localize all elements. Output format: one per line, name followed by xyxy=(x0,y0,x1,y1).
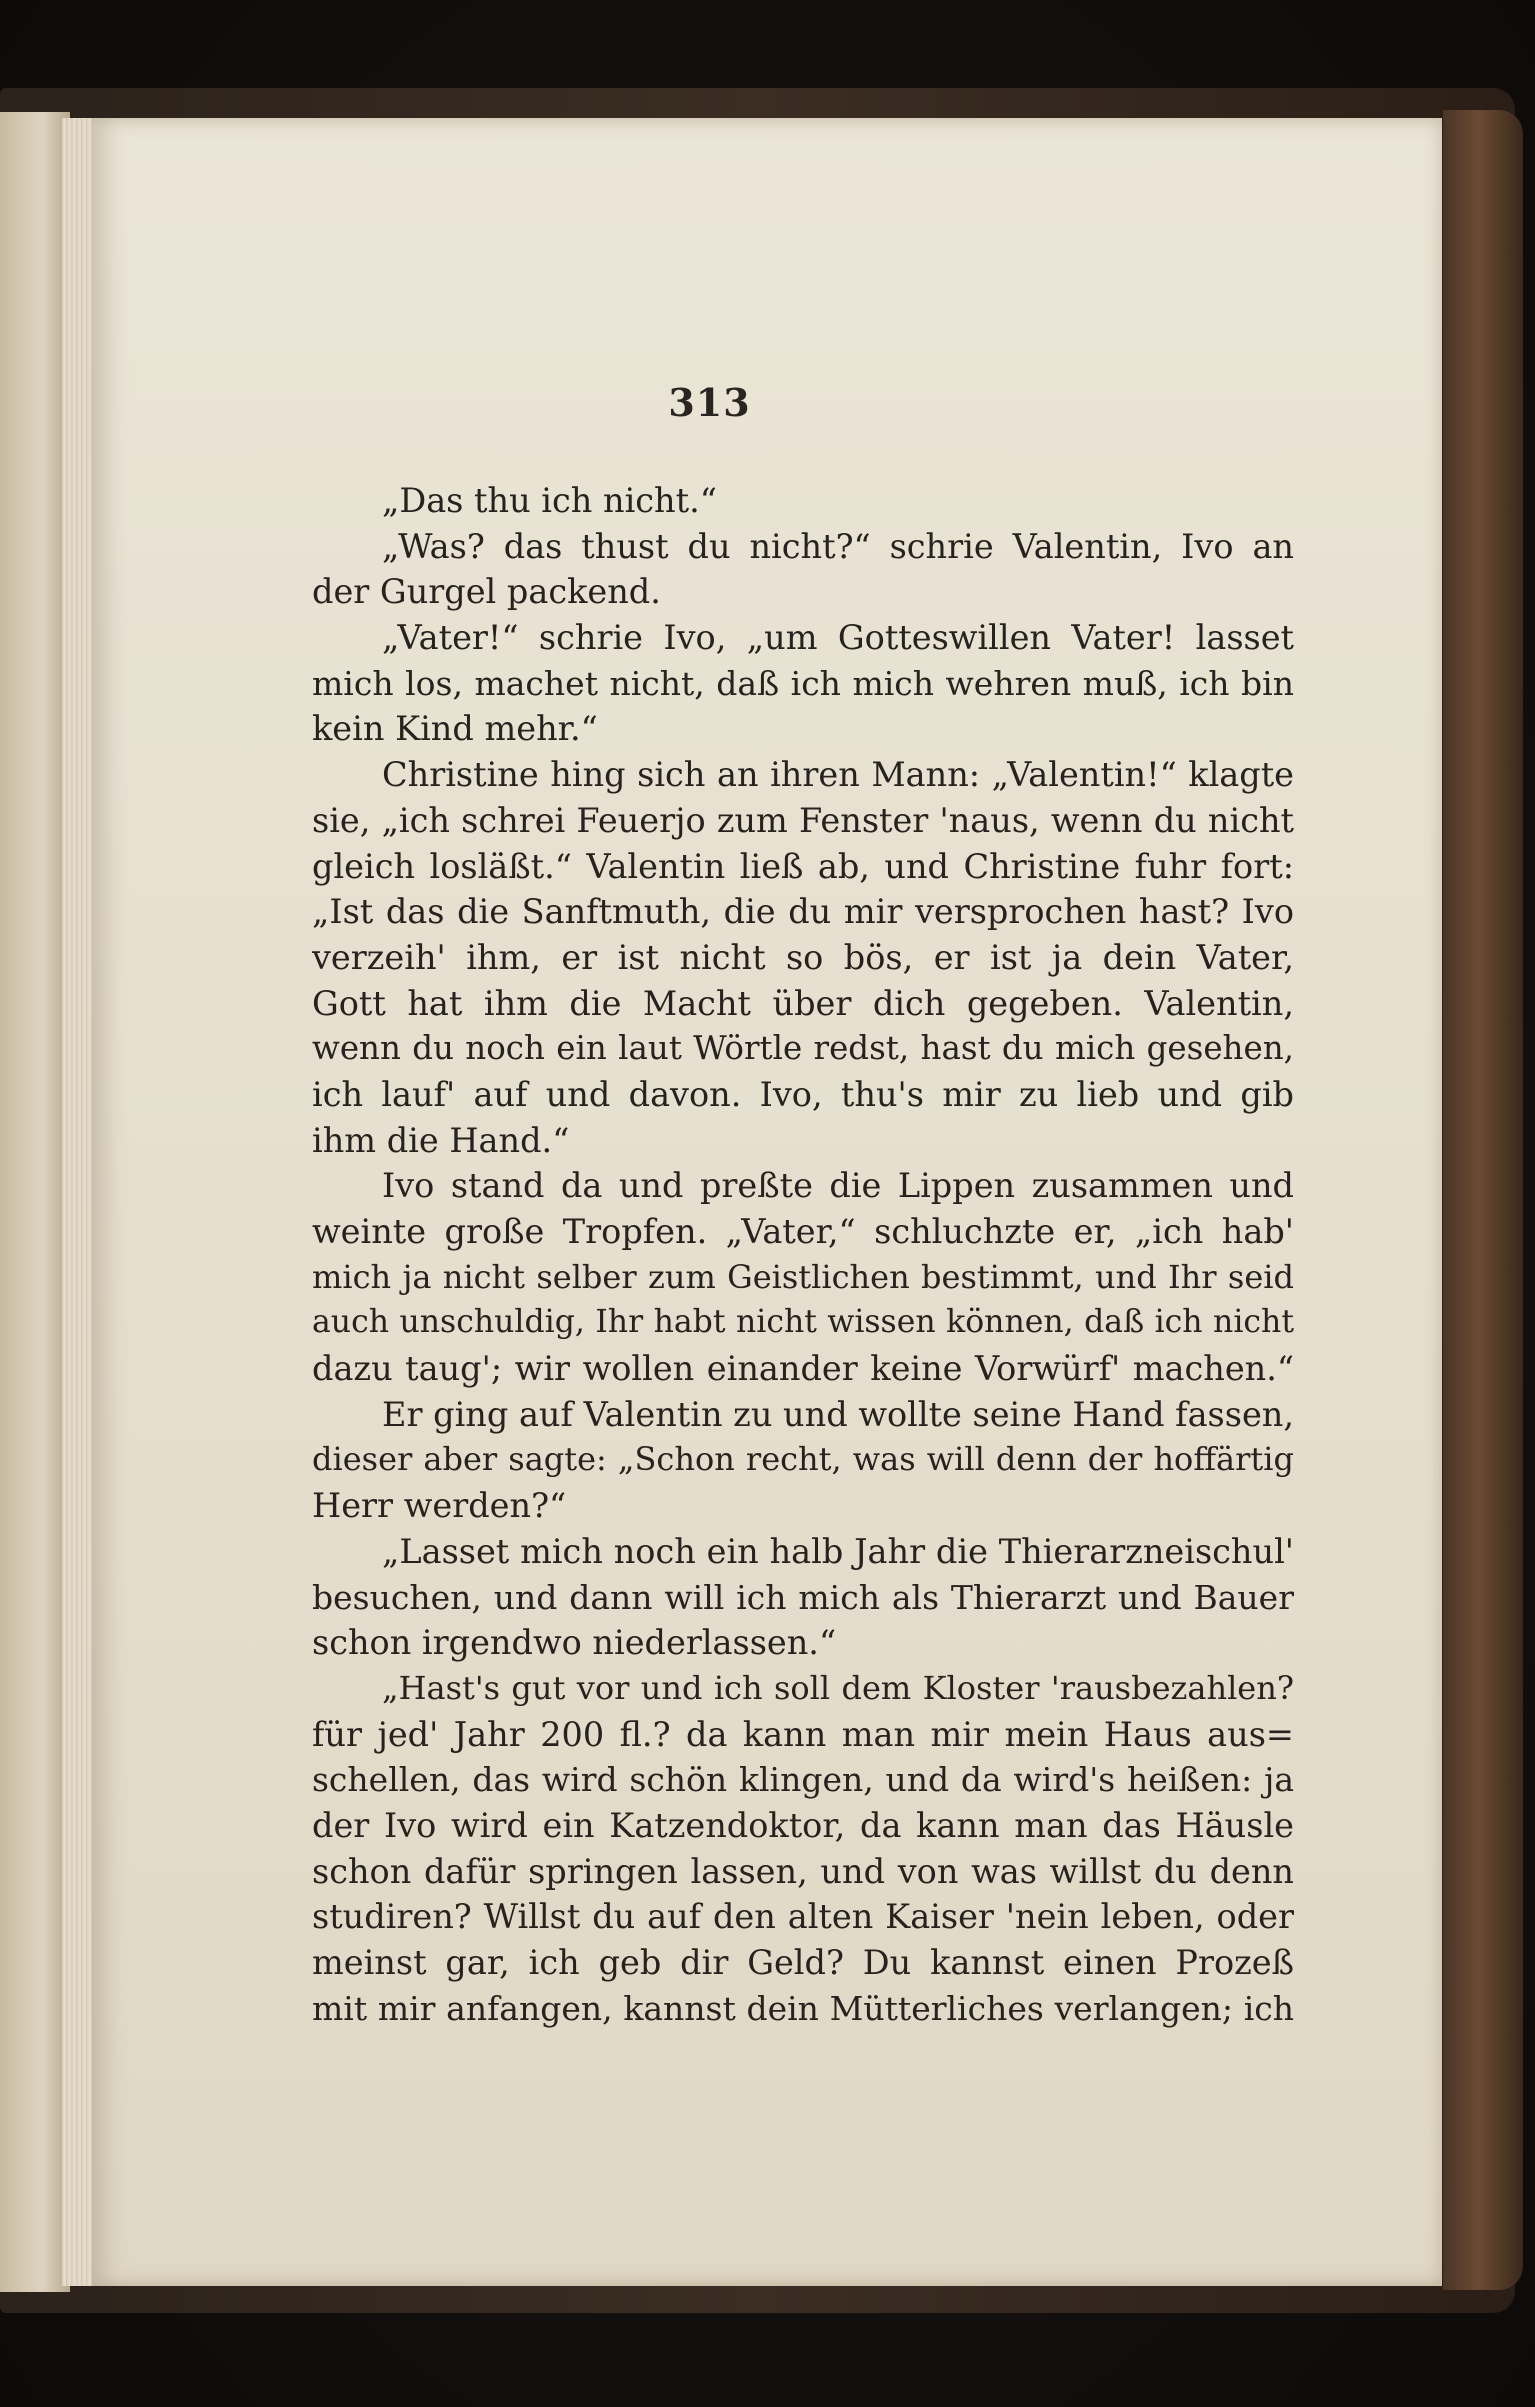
text-line: für jed' Jahr 200 fl.? da kann man mir mein Haus aus= xyxy=(312,1714,1294,1754)
text-line: schon dafür springen lassen, und von was willst du denn xyxy=(312,1851,1294,1891)
text-line: weinte große Tropfen. „Vater,“ schluchzte er, „ich hab' xyxy=(312,1212,1294,1251)
text-line: mich los, machet nicht, daß ich mich wehren muß, ich bin xyxy=(312,663,1294,703)
book-cover-edge xyxy=(1443,110,1523,2290)
text-line: Christine hing sich an ihren Mann: „Valentin!“ klagte xyxy=(382,755,1294,795)
text-line: studiren? Willst du auf den alten Kaiser 'nein leben, oder xyxy=(312,1897,1294,1937)
text-line: ihm die Hand.“ xyxy=(312,1120,570,1160)
text-line: mit mir anfangen, kannst dein Mütterliches verlangen; ich xyxy=(312,1988,1294,2028)
text-line: Ivo stand da und preßte die Lippen zusammen und xyxy=(382,1166,1294,1206)
text-line: mich ja nicht selber zum Geistlichen bestimmt, und Ihr seid xyxy=(312,1257,1294,1296)
text-line: der Gurgel packend. xyxy=(312,572,661,612)
book-page xyxy=(92,118,1442,2286)
text-line: „Was? das thust du nicht?“ schrie Valentin, Ivo an xyxy=(382,526,1294,566)
page-stack xyxy=(62,118,92,2286)
text-line: dazu taug'; wir wollen einander keine Vorwürf' machen.“ xyxy=(312,1349,1294,1389)
text-line: „Lasset mich noch ein halb Jahr die Thierarzneischul' xyxy=(382,1531,1294,1571)
text-line: Er ging auf Valentin zu und wollte seine Hand fassen, xyxy=(382,1394,1294,1434)
text-line: dieser aber sagte: „Schon recht, was will denn der hoffärtig xyxy=(312,1440,1294,1479)
text-line: Gott hat ihm die Macht über dich gegeben. Valentin, xyxy=(312,983,1294,1023)
text-line: sie, „ich schrei Feuerjo zum Fenster 'naus, wenn du nicht xyxy=(312,800,1294,840)
text-line: schon irgendwo niederlassen.“ xyxy=(312,1623,837,1663)
text-line: gleich losläßt.“ Valentin ließ ab, und Christine fuhr fort: xyxy=(312,846,1294,886)
text-line: schellen, das wird schön klingen, und da wird's heißen: ja xyxy=(312,1760,1294,1800)
text-line: wenn du noch ein laut Wörtle redst, hast du mich gesehen, xyxy=(312,1029,1294,1068)
text-line: besuchen, und dann will ich mich als Thierarzt und Bauer xyxy=(312,1577,1294,1617)
text-line: der Ivo wird ein Katzendoktor, da kann man das Häusle xyxy=(312,1805,1294,1845)
text-line: „Vater!“ schrie Ivo, „um Gotteswillen Vater! lasset xyxy=(382,618,1294,658)
text-line: „Das thu ich nicht.“ xyxy=(382,481,717,520)
left-page-edge xyxy=(0,112,70,2292)
page-number: 313 xyxy=(668,380,751,425)
text-line: „Hast's gut vor und ich soll dem Kloster 'rausbezahlen? xyxy=(382,1668,1294,1707)
text-line: Herr werden?“ xyxy=(312,1486,567,1526)
text-line: auch unschuldig, Ihr habt nicht wissen können, daß ich nicht xyxy=(312,1304,1294,1341)
text-line: „Ist das die Sanftmuth, die du mir versprochen hast? Ivo xyxy=(312,892,1294,932)
text-line: meinst gar, ich geb dir Geld? Du kannst einen Prozeß xyxy=(312,1943,1294,1982)
page-text xyxy=(312,478,1294,2031)
text-line: ich lauf' auf und davon. Ivo, thu's mir zu lieb und gib xyxy=(312,1074,1294,1114)
text-line: verzeih' ihm, er ist nicht so bös, er ist ja dein Vater, xyxy=(312,937,1294,977)
text-line: kein Kind mehr.“ xyxy=(312,709,598,749)
